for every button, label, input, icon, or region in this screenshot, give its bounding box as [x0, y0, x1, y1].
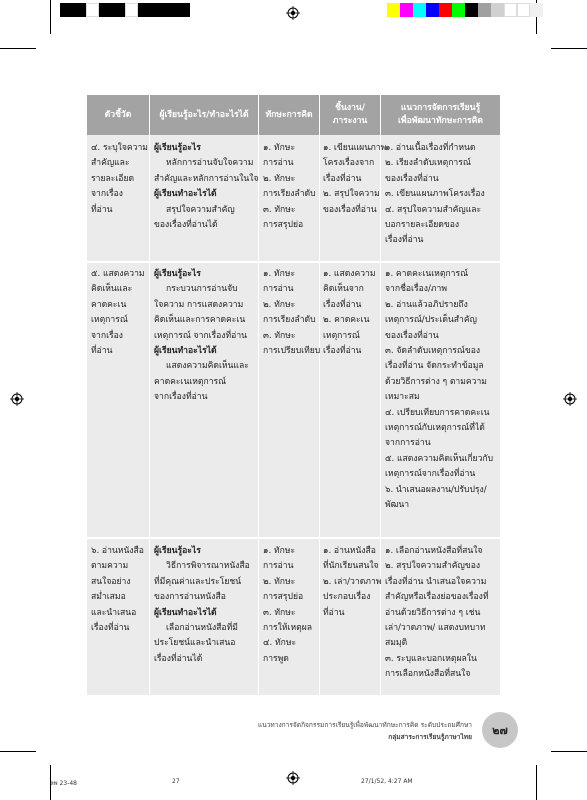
cell-line: การสรุปย่อ: [263, 220, 304, 231]
cell-line: เรื่องที่อ่าน จัดกระทำข้อมูล: [385, 361, 484, 372]
cell-line: เล่า/วาดภาพ/ แสดงบทบาท: [385, 623, 486, 634]
row-4-indicator: [91, 141, 148, 218]
cell-line: ๔. เปรียบเทียบการคาดคะเน: [385, 407, 490, 418]
registration-mark-icon: [563, 392, 577, 406]
row-6-work: [323, 544, 381, 621]
cell-line: เรื่องที่อ่าน: [91, 623, 130, 634]
slug-page: 27: [172, 778, 180, 785]
color-swatch: [177, 3, 190, 17]
crop-mark: [0, 751, 36, 752]
cell-heading: ผู้เรียนทำอะไรได้: [154, 607, 217, 618]
cell-line: จากเรื่องที่อ่าน: [154, 392, 208, 403]
cell-line: ๔. ระบุใจความ: [91, 143, 148, 153]
header-skill: ทักษะการคิด: [265, 109, 313, 120]
cell-line: สำคัญและ: [91, 158, 130, 169]
color-swatch: [400, 3, 413, 17]
crop-mark: [50, 0, 51, 34]
cell-line: รายละเอียด: [91, 173, 135, 184]
header-approach: แนวการจัดการเรียนรู้ เพื่อพัฒนาทักษะการคิด: [397, 103, 483, 126]
cell-line: กระบวนการอ่านจับ: [166, 284, 238, 295]
cell-line: เรื่องที่อ่านได้: [154, 653, 203, 664]
cell-line: ๓. เขียนแผนภาพโครงเรื่อง: [385, 189, 485, 200]
cell-line: สำคัญหรือเรื่องย่อของเรื่องที่: [385, 592, 489, 603]
crop-mark: [551, 751, 587, 752]
cell-line: คิดเห็นและการคาดคะเน: [154, 315, 246, 326]
cell-line: ๓. ทักษะ: [263, 330, 296, 341]
cell-line: ของเรื่องที่อ่าน: [385, 173, 439, 184]
cell-heading: ผู้เรียนรู้อะไร: [154, 546, 201, 556]
cell-line: จากการอ่าน: [385, 438, 431, 449]
cell-line: การเปรียบเทียบ: [263, 346, 321, 357]
cell-line: ประกอบเรื่อง: [323, 592, 371, 603]
color-bar: [387, 3, 543, 17]
cell-line: คิดเห็นและ: [91, 284, 133, 295]
cell-line: บอกรายละเอียดของ: [385, 220, 460, 231]
color-swatch: [426, 3, 439, 17]
cell-line: เรื่องที่อ่าน: [323, 173, 362, 184]
cell-line: ๑. ทักษะ: [263, 143, 296, 153]
crop-mark: [536, 765, 537, 800]
cell-line: ๓. จัดลำดับเหตุการณ์ของ: [385, 346, 481, 357]
header-learn: ผู้เรียนรู้อะไร/ทำอะไรได้: [159, 109, 249, 120]
color-swatch: [112, 3, 125, 17]
cell-line: ๕. แสดงความ: [91, 269, 145, 279]
cell-line: ของเรื่องที่อ่านได้: [154, 220, 218, 231]
cell-line: สำคัญและหลักการอ่านในใจ: [154, 173, 259, 184]
cell-line: คาดคะเนเหตุการณ์: [154, 376, 227, 387]
color-swatch: [465, 3, 478, 17]
row-5-learn: [154, 267, 249, 406]
row-5-skill: [263, 267, 320, 359]
color-swatch: [478, 3, 491, 17]
row-4-learn: [154, 141, 259, 233]
color-swatch: [530, 3, 543, 17]
cell-line: ของเรื่องที่อ่าน: [385, 330, 439, 341]
header-work: ชิ้นงาน/ ภาระงาน: [332, 103, 368, 126]
cell-line: เหตุการณ์จากเรื่องที่อ่าน: [385, 469, 476, 480]
cell-line: ๒. เล่า/วาดภาพ: [323, 576, 382, 587]
registration-mark-icon: [286, 771, 300, 785]
cell-line: แสดงความคิดเห็นและ: [166, 361, 249, 372]
registration-mark-icon: [286, 6, 300, 20]
cell-line: ๓. ระบุและบอกเหตุผลใน: [385, 653, 477, 664]
cell-line: ๔. สรุปใจความสำคัญและ: [385, 204, 482, 215]
cell-line: การสรุปย่อ: [263, 592, 304, 603]
page-number-badge: [482, 712, 518, 748]
cell-line: เลือกอ่านหนังสือที่มี: [166, 623, 238, 634]
cell-line: ที่อ่าน: [91, 346, 113, 357]
cell-line: ๒. เรียงลำดับเหตุการณ์: [385, 158, 471, 169]
cell-line: ๖. อ่านหนังสือ: [91, 546, 144, 556]
row-6-skill: [263, 544, 312, 667]
cell-line: และนำเสนอ: [91, 607, 137, 618]
cell-line: คิดเห็นจาก: [323, 284, 364, 295]
cell-line: ที่อ่าน: [91, 204, 113, 215]
cell-line: จากเรื่อง: [91, 189, 123, 200]
cell-line: การเรียงลำดับ: [263, 315, 316, 326]
cell-line: ๒. ทักษะ: [263, 576, 296, 587]
cell-line: ๑. เขียนแผนภาพ: [323, 143, 387, 153]
row-6-approach: [385, 544, 489, 683]
color-swatch: [439, 3, 452, 17]
row-divider: [87, 537, 500, 539]
row-5-approach: [385, 267, 493, 514]
color-swatch: [517, 3, 530, 17]
cell-line: ของเรื่องที่อ่าน: [323, 204, 377, 215]
cell-line: ที่มีคุณค่าและประโยชน์: [154, 576, 242, 587]
cell-line: ๒. สรุปใจความ: [323, 189, 380, 200]
row-divider: [87, 261, 500, 263]
cell-line: ๒. ทักษะ: [263, 299, 296, 310]
cell-line: โครงเรื่องจาก: [323, 158, 375, 169]
cell-line: ๕. แสดงความคิดเห็นเกี่ยวกับ: [385, 453, 494, 464]
color-swatch: [413, 3, 426, 17]
color-swatch: [504, 3, 517, 17]
cell-line: สนใจอย่าง: [91, 576, 131, 587]
color-swatch: [138, 3, 151, 17]
row-4-skill: [263, 141, 316, 233]
cell-line: วิธีการพิจารณาหนังสือ: [166, 561, 250, 572]
cell-line: จากเรื่อง: [91, 330, 123, 341]
color-swatch: [164, 3, 177, 17]
cell-heading: ผู้เรียนรู้อะไร: [154, 269, 201, 279]
cell-line: เรื่องที่อ่าน: [323, 299, 362, 310]
row-4-approach: [385, 141, 485, 249]
cell-line: ๒. สรุปใจความสำคัญของ: [385, 561, 481, 572]
footer-subject: กลุ่มสาระการเรียนรู้ภาษาไทย: [388, 733, 472, 741]
color-swatch: [387, 3, 400, 17]
cell-line: ๒. อ่านแล้วอภิปรายถึง: [385, 299, 468, 310]
cell-line: สม่ำเสมอ: [91, 592, 126, 603]
cell-line: สรุปใจความสำคัญ: [166, 204, 235, 215]
crop-mark: [0, 48, 36, 49]
cell-line: การให้เหตุผล: [263, 623, 312, 634]
registration-mark-icon: [10, 392, 24, 406]
cell-line: ๔. ทักษะ: [263, 638, 297, 649]
row-5-work: [323, 267, 376, 359]
row-6-learn: [154, 544, 250, 667]
cell-line: ๑. แสดงความ: [323, 269, 376, 279]
cell-line: ๑. เลือกอ่านหนังสือที่สนใจ: [385, 546, 483, 556]
color-swatch: [151, 3, 164, 17]
cell-line: อ่านด้วยวิธีการต่าง ๆ เช่น: [385, 607, 481, 618]
cell-line: เหตุการณ์ จากเรื่องที่อ่าน: [154, 330, 248, 341]
cell-line: เรื่องที่อ่าน: [323, 346, 362, 357]
cell-line: พัฒนา: [385, 500, 410, 511]
cell-line: ตามความ: [91, 561, 129, 572]
cell-line: สมมุติ: [385, 638, 408, 649]
cell-line: ๑. ทักษะ: [263, 546, 296, 556]
cell-line: ๓. ทักษะ: [263, 607, 296, 618]
cell-line: การเลือกหนังสือที่สนใจ: [385, 669, 471, 680]
color-swatch: [125, 3, 138, 17]
cell-line: ของการอ่านหนังสือ: [154, 592, 226, 603]
cell-line: เรื่องที่อ่าน: [385, 235, 424, 246]
cell-line: ๑. อ่านเนื้อเรื่องที่กำหนด: [385, 143, 476, 153]
cell-line: ใจความ การแสดงความ: [154, 299, 244, 310]
row-4-work: [323, 141, 386, 218]
cell-line: ด้วยวิธีการต่าง ๆ ตามความ: [385, 376, 487, 387]
color-swatch: [99, 3, 112, 17]
cell-heading: ผู้เรียนทำอะไรได้: [154, 189, 217, 200]
cell-line: เรื่องที่อ่าน นำเสนอใจความ: [385, 576, 487, 587]
cell-line: ๒. คาดคะเน: [323, 315, 370, 326]
row-6-indicator: [91, 544, 144, 636]
cell-heading: ผู้เรียนทำอะไรได้: [154, 346, 217, 357]
grayscale-bar: [60, 3, 190, 17]
color-swatch: [73, 3, 86, 17]
cell-line: คาดคะเน: [91, 299, 127, 310]
cell-line: การอ่าน: [263, 158, 294, 169]
cell-line: การอ่าน: [263, 284, 294, 295]
cell-line: ๑. ทักษะ: [263, 269, 296, 279]
column-divider: [149, 95, 150, 695]
page-number: ๒๗: [492, 724, 508, 737]
header-indicator: ตัวชี้วัด: [104, 109, 132, 120]
slug-file: ลพ 23-48: [50, 780, 77, 787]
column-divider: [319, 95, 320, 695]
cell-line: เหมาะสม: [385, 392, 420, 403]
cell-line: เหตุการณ์: [323, 330, 360, 341]
footer-book-title: แนวทางการจัดกิจกรรมการเรียนรู้เพื่อพัฒนาทักษะการคิด ระดับประถมศึกษา: [257, 721, 472, 729]
cell-line: จากชื่อเรื่อง/ภาพ: [385, 284, 448, 295]
cell-heading: ผู้เรียนรู้อะไร: [154, 143, 201, 153]
cell-line: ที่นักเรียนสนใจ: [323, 561, 379, 572]
cell-line: ประโยชน์และนำเสนอ: [154, 638, 236, 649]
cell-line: ๒. ทักษะ: [263, 173, 296, 184]
row-5-indicator: [91, 267, 145, 359]
color-swatch: [86, 3, 99, 17]
cell-line: ๖. นำเสนอผลงาน/ปรับปรุง/: [385, 484, 487, 495]
cell-line: ๓. ทักษะ: [263, 204, 296, 215]
cell-line: หลักการอ่านจับใจความ: [166, 158, 254, 169]
cell-line: ที่อ่าน: [323, 607, 345, 618]
color-swatch: [60, 3, 73, 17]
color-swatch: [452, 3, 465, 17]
cell-line: ๑. คาดคะเนเหตุการณ์: [385, 269, 469, 279]
crop-mark: [551, 48, 587, 49]
cell-line: การอ่าน: [263, 561, 294, 572]
slug-date: 27/1/52, 4:27 AM: [361, 778, 413, 785]
cell-line: เหตุการณ์กับเหตุการณ์ที่ได้: [385, 423, 485, 434]
cell-line: ๑. อ่านหนังสือ: [323, 546, 376, 556]
cell-line: การพูด: [263, 653, 289, 664]
color-swatch: [491, 3, 504, 17]
cell-line: เหตุการณ์: [91, 315, 128, 326]
cell-line: เหตุการณ์/ประเด็นสำคัญ: [385, 315, 477, 326]
learning-table: [87, 95, 500, 695]
cell-line: การเรียงลำดับ: [263, 189, 316, 200]
